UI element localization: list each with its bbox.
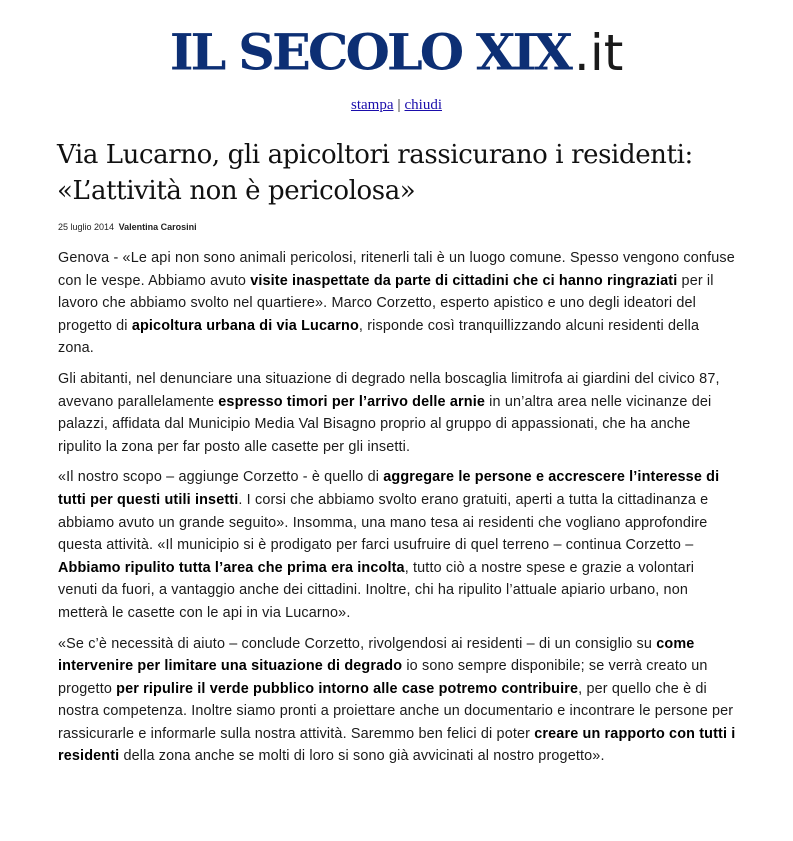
masthead: [0, 23, 793, 83]
body-text: per il lavoro che abbiamo svolto nel quartiere». Marco Corzetto, esperto apistico e uno degli ideatori del progetto di: [58, 272, 714, 334]
emphasis-text: espresso timori per l’arrivo delle arnie: [218, 393, 486, 410]
article-meta: [58, 222, 197, 232]
body-text: «Il nostro scopo – aggiunge Corzetto - è quello di: [58, 469, 384, 486]
article-paragraph: [58, 633, 736, 769]
body-text: , risponde così tranquillizzando alcuni residenti della zona.: [58, 317, 700, 357]
body-text: . I corsi che abbiamo svolto erano gratuiti, aperti a tutta la cittadinanza e abbiamo avuto un grande seguito». Insomma, una mano tesa ai residenti che vogliano approfondire questa attività. «Il municipio si è prodigato per farci usufruire di quel terreno – continua Corzetto –: [58, 491, 709, 554]
article-title-line-2: «L’attività non è pericolosa»: [57, 176, 416, 206]
emphasis-text: aggregare le persone e accrescere l’interesse di tutti per questi utili insetti: [58, 469, 720, 508]
print-link[interactable]: stampa: [350, 97, 394, 113]
emphasis-text: Abbiamo ripulito tutta l’area che prima era incolta: [58, 559, 405, 576]
article-date: 25 luglio 2014: [58, 222, 115, 232]
emphasis-text: per ripulire il verde pubblico intorno alle case potremo contribuire: [116, 680, 579, 697]
site-logo[interactable]: [169, 23, 624, 83]
article-author: Valentina Carosini: [118, 222, 197, 232]
link-separator: |: [397, 97, 401, 113]
body-text: , per quello che è di nostra competenza. Inoltre siamo pronti a proiettare anche un documentario e incontrare le persone per rassicurarle e informarle sulla nostra attività. Saremmo ben felici di poter: [58, 680, 734, 742]
emphasis-text: creare un rapporto con tutti i residenti: [58, 725, 736, 765]
logo-domain-suffix: .it: [573, 24, 624, 82]
emphasis-text: come intervenire per limitare una situazione di degrado: [58, 635, 695, 675]
article-paragraph: [58, 247, 736, 360]
close-link[interactable]: chiudi: [404, 97, 442, 113]
body-text: Genova - «Le api non sono animali pericolosi, ritenerli tali è un luogo comune. Spesso vengono confuse con le vespe. Abbiamo avuto: [58, 250, 735, 289]
logo-wordmark: IL SECOLO XIX: [169, 23, 570, 83]
emphasis-text: apicoltura urbana di via Lucarno: [131, 317, 359, 334]
article-title: [57, 137, 757, 209]
article-paragraph: [58, 466, 736, 624]
body-text: , tutto ciò a nostre spese e grazie a volontari venuti da fuori, a vantaggio anche dei cittadini. Inoltre, chi ha ripulito l’attuale apiario urbano, non metterà le casette con le api in via Lucarno».: [58, 559, 695, 621]
article-body: [58, 247, 736, 776]
body-text: della zona anche se molti di loro si sono già avvicinati al nostro progetto».: [119, 748, 605, 765]
article-paragraph: [58, 368, 736, 458]
body-text: in un’altra area nelle vicinanze dei palazzi, affidata dal Municipio Media Val Bisagno proprio al gruppo di appassionati, che ha anche ripulito la zona per far posto alle casette per gli insetti.: [58, 393, 712, 455]
article-title-line-1: Via Lucarno, gli apicoltori rassicurano i residenti:: [57, 140, 693, 170]
emphasis-text: visite inaspettate da parte di cittadini che ci hanno ringraziati: [250, 272, 678, 289]
body-text: «Se c’è necessità di aiuto – conclude Corzetto, rivolgendosi ai residenti – di un consiglio su: [58, 635, 657, 652]
body-text: Gli abitanti, nel denunciare una situazione di degrado nella boscaglia limitrofa ai giardini del civico 87, avevano parallelamente: [58, 370, 720, 410]
body-text: io sono sempre disponibile; se verrà creato un progetto: [58, 658, 708, 697]
print-toolbar: [0, 97, 793, 114]
